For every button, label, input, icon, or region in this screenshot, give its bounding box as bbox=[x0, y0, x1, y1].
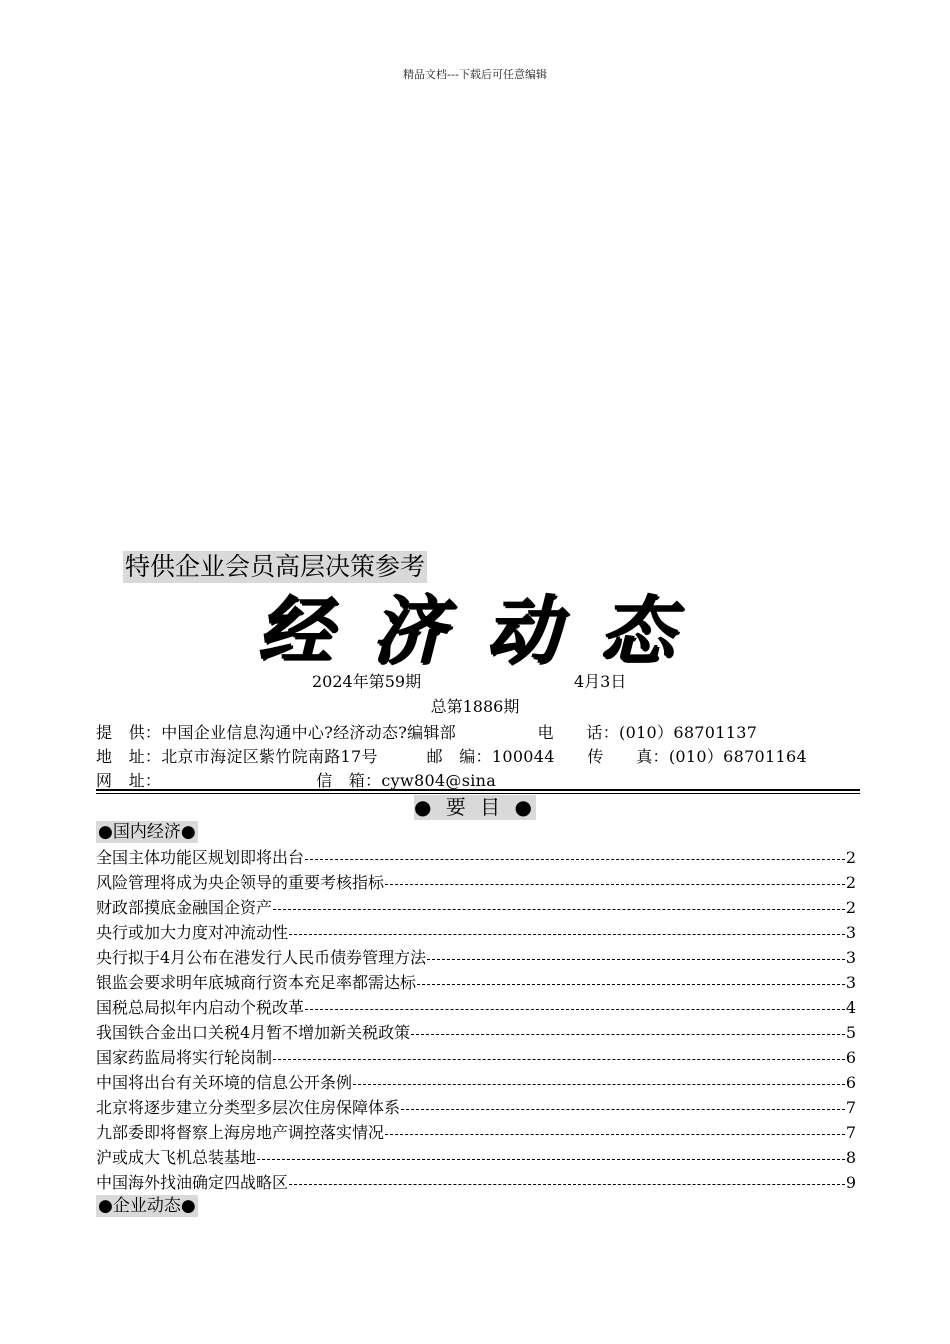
toc-entry[interactable] bbox=[96, 995, 856, 1020]
toc-entry[interactable] bbox=[96, 1170, 856, 1195]
toc-entry-title: 北京将逐步建立分类型多层次住房保障体系 bbox=[96, 1098, 401, 1117]
toc-entry[interactable] bbox=[96, 1095, 856, 1120]
toc-entry-page: 4 bbox=[845, 998, 856, 1017]
watermark-header: 精品文档---下载后可任意编辑 bbox=[403, 68, 547, 81]
toc-entry-page: 2 bbox=[845, 898, 856, 917]
toc-entry-leader bbox=[305, 859, 845, 860]
toc-entry-title: 银监会要求明年底城商行资本充足率都需达标 bbox=[96, 973, 417, 992]
issue-date: 4月3日 bbox=[574, 672, 627, 691]
toc-entry-page: 7 bbox=[845, 1123, 856, 1142]
toc-entry[interactable] bbox=[96, 870, 856, 895]
toc-entry[interactable] bbox=[96, 970, 856, 995]
toc-entry-page: 6 bbox=[845, 1073, 856, 1092]
toc-entry-page: 6 bbox=[845, 1048, 856, 1067]
toc-entry-title: 财政部摸底金融国企资产 bbox=[96, 898, 273, 917]
toc-entry-page: 5 bbox=[845, 1023, 856, 1042]
section-enterprise-news: ●企业动态● bbox=[98, 1196, 196, 1216]
divider-thick bbox=[96, 789, 860, 791]
toc-entry-leader bbox=[427, 959, 845, 960]
tagline: 特供企业会员高层决策参考 bbox=[125, 552, 426, 581]
toc-entry-title: 国家药监局将实行轮岗制 bbox=[96, 1048, 273, 1067]
toc-title: ● 要 目 ● bbox=[414, 795, 536, 819]
toc-entry-page: 3 bbox=[845, 923, 856, 942]
toc-entry-title: 风险管理将成为央企领导的重要考核指标 bbox=[96, 873, 385, 892]
info-web-mail: 网 址： 信 箱：cyw804@sina bbox=[96, 771, 497, 790]
toc-entry[interactable] bbox=[96, 1145, 856, 1170]
toc-entry-title: 中国海外找油确定四战略区 bbox=[96, 1173, 289, 1192]
toc-entry-leader bbox=[385, 1134, 845, 1135]
toc-entry-leader bbox=[385, 884, 845, 885]
issue-number: 2024年第59期 bbox=[312, 672, 422, 691]
toc-entry-leader bbox=[411, 1034, 845, 1035]
section-domestic-economy: ●国内经济● bbox=[98, 822, 196, 842]
toc-entry-leader bbox=[417, 984, 845, 985]
toc-entry-leader bbox=[289, 1184, 845, 1185]
toc-entry-leader bbox=[289, 934, 845, 935]
toc-entry[interactable] bbox=[96, 845, 856, 870]
masthead-title: 经济动态 bbox=[257, 588, 713, 674]
issue-total: 总第1886期 bbox=[430, 697, 520, 716]
toc-entry-title: 中国将出台有关环境的信息公开条例 bbox=[96, 1073, 353, 1092]
toc-entry[interactable] bbox=[96, 945, 856, 970]
toc-entry-title: 九部委即将督察上海房地产调控落实情况 bbox=[96, 1123, 385, 1142]
toc-entry-title: 央行或加大力度对冲流动性 bbox=[96, 923, 289, 942]
toc-entry[interactable] bbox=[96, 1120, 856, 1145]
toc-entry-page: 2 bbox=[845, 873, 856, 892]
toc-entry[interactable] bbox=[96, 1045, 856, 1070]
toc-entry-title: 我国铁合金出口关税4月暂不增加新关税政策 bbox=[96, 1023, 411, 1042]
toc-entry[interactable] bbox=[96, 1070, 856, 1095]
toc-entry-page: 8 bbox=[845, 1148, 856, 1167]
toc-entry-leader bbox=[305, 1009, 845, 1010]
toc-entry-title: 全国主体功能区规划即将出台 bbox=[96, 848, 305, 867]
divider-thin bbox=[96, 793, 860, 794]
toc-entry-leader bbox=[401, 1109, 845, 1110]
info-provider-phone: 提 供：中国企业信息沟通中心?经济动态?编辑部 电 话：(010）68701137 bbox=[96, 723, 758, 742]
toc-list bbox=[96, 845, 856, 1195]
info-address-fax: 地 址：北京市海淀区紫竹院南路17号 邮 编：100044 传 真：(010）68701164 bbox=[96, 747, 807, 766]
toc-entry-title: 沪或成大飞机总装基地 bbox=[96, 1148, 257, 1167]
toc-entry[interactable] bbox=[96, 1020, 856, 1045]
toc-entry[interactable] bbox=[96, 895, 856, 920]
toc-entry-title: 国税总局拟年内启动个税改革 bbox=[96, 998, 305, 1017]
toc-entry-leader bbox=[273, 1059, 845, 1060]
toc-entry-page: 7 bbox=[845, 1098, 856, 1117]
toc-entry-leader bbox=[353, 1084, 845, 1085]
toc-entry-page: 3 bbox=[845, 948, 856, 967]
toc-entry-page: 2 bbox=[845, 848, 856, 867]
toc-entry-title: 央行拟于4月公布在港发行人民币债券管理方法 bbox=[96, 948, 427, 967]
toc-entry-leader bbox=[273, 909, 845, 910]
toc-entry-leader bbox=[257, 1159, 845, 1160]
toc-entry-page: 3 bbox=[845, 973, 856, 992]
toc-entry[interactable] bbox=[96, 920, 856, 945]
toc-entry-page: 9 bbox=[845, 1173, 856, 1192]
